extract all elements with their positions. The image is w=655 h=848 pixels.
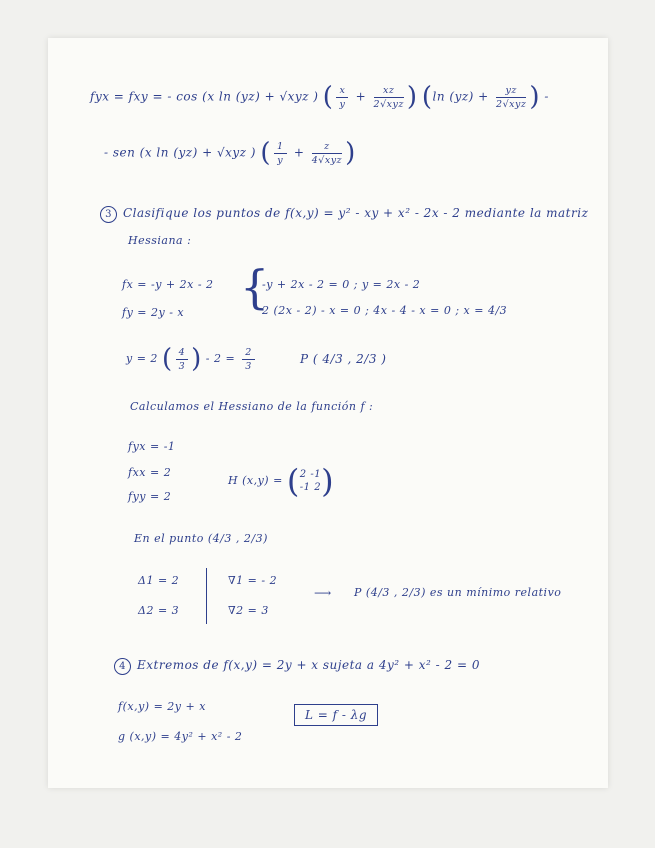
objective-function: f(x,y) = 2y + x: [118, 700, 206, 713]
en-el-punto: En el punto (4/3 , 2/3): [134, 532, 268, 545]
mixed-partial-line-2: - sen (x ln (yz) + √xyz ) ( $\frac{1}{y}$ + $\frac{z}{\text{4√xyz}}$ ): [104, 138, 356, 168]
partial-fx: fx = -y + 2x - 2: [122, 278, 214, 291]
nabla-1: ∇1 = - 2: [228, 574, 278, 587]
conclusion: P (4/3 , 2/3) es un mínimo relativo: [354, 586, 562, 599]
constraint-function: g (x,y) = 4y² + x² - 2: [118, 730, 243, 743]
critical-point: P ( 4/3 , 2/3 ): [300, 352, 387, 366]
second-partial-fxx: fxx = 2: [128, 466, 172, 479]
lagrangian-box: L = f - λg: [294, 704, 378, 726]
fraction-1-over-y: $\frac{1}{y}$: [274, 141, 287, 166]
fraction-x-over-y: $\frac{x}{y}$: [336, 85, 348, 110]
cos-argument: (x ln (yz) + √xyz ): [202, 89, 319, 104]
delta-2: Δ2 = 3: [138, 604, 180, 617]
separator-bar: [206, 568, 207, 624]
second-partial-fyx: fyx = -1: [128, 440, 176, 453]
scanned-page: [48, 38, 608, 788]
fraction-z: $\frac{z}{\text{4√xyz}}$: [311, 140, 343, 166]
exercise-4-number: 4: [114, 658, 131, 675]
mixed-partial-line-1: fyx = fxy = - cos (x ln (yz) + √xyz ) ( $\frac{x}{y}$ + $\frac{xz}{\text{2√xyz}}$ ) (ln (yz) + $\frac{yz}{\text{2√xyz}}$ ) -: [90, 82, 549, 112]
exercise-4-title: 4 Extremos de f(x,y) = 2y + x sujeta a 4y² + x² - 2 = 0: [114, 658, 480, 675]
delta-1: Δ1 = 2: [138, 574, 180, 587]
ln-term: ln (yz) +: [432, 89, 489, 104]
system-brace: {: [240, 260, 270, 314]
fraction-xz: $\frac{xz}{\text{2√xyz}}$: [373, 84, 404, 110]
fraction-yz: $\frac{yz}{\text{2√xyz}}$: [496, 84, 527, 110]
sen-term: - sen (x ln (yz) + √xyz ): [104, 145, 256, 160]
system-eq-2: 2 (2x - 2) - x = 0 ; 4x - 4 - x = 0 ; x = 4/3: [262, 304, 508, 317]
calc-hessian-text: Calculamos el Hessiano de la función f :: [130, 400, 374, 413]
mixed-partial-lhs: fyx = fxy = - cos: [90, 89, 198, 104]
exercise-3-number: 3: [100, 206, 117, 223]
y-evaluation: y = 2 ( $\frac{4}{3}$ ) - 2 = $\frac{2}{3}$: [126, 344, 258, 374]
second-partial-fyy: fyy = 2: [128, 490, 172, 503]
exercise-3-title: 3 Clasifique los puntos de f(x,y) = y² - xy + x² - 2x - 2 mediante la matriz: [100, 206, 588, 223]
exercise-3-title-cont: Hessiana :: [128, 234, 192, 247]
partial-fy: fy = 2y - x: [122, 306, 185, 319]
hessian-matrix: H (x,y) = (2 -1 -1 2): [228, 462, 335, 500]
system-eq-1: -y + 2x - 2 = 0 ; y = 2x - 2: [262, 278, 421, 291]
arrow: ⟶: [314, 586, 332, 600]
nabla-2: ∇2 = 3: [228, 604, 269, 617]
